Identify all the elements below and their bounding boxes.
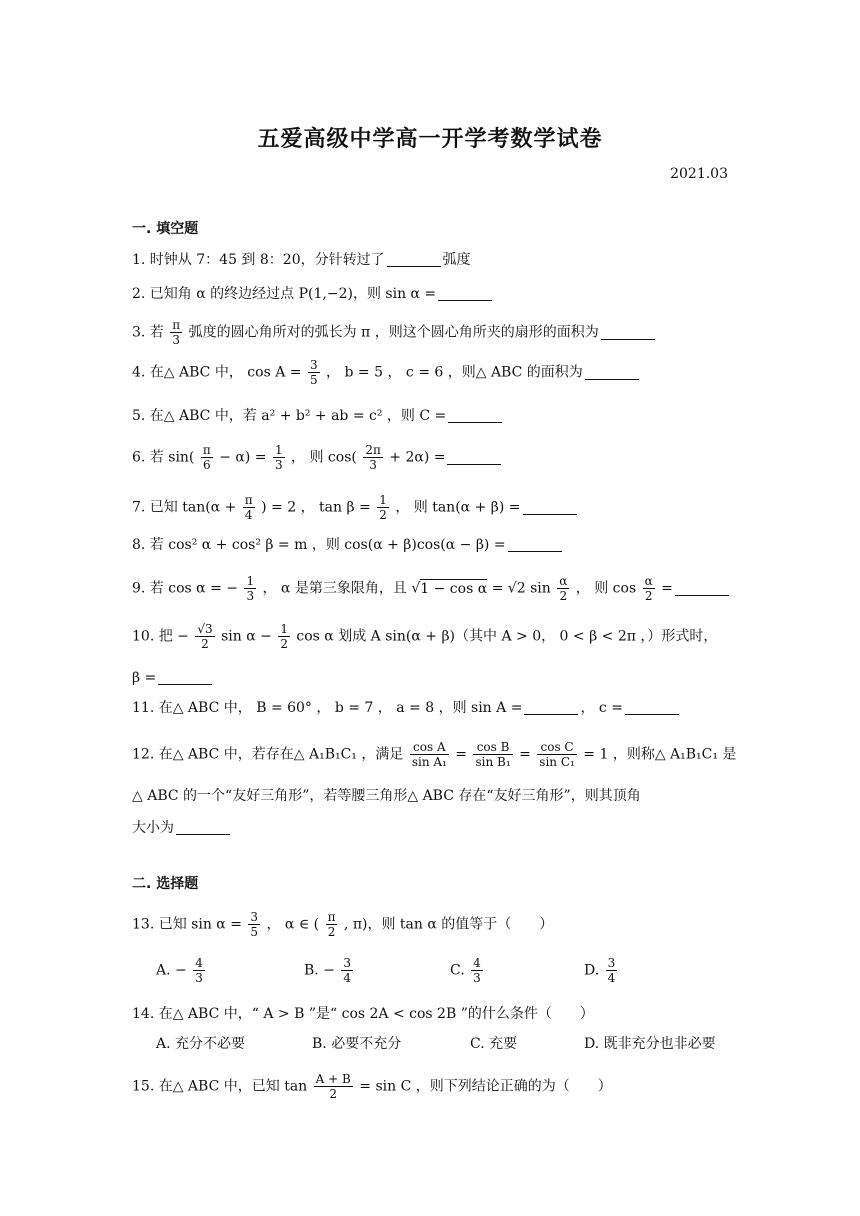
question-text: − α) = <box>219 449 267 466</box>
answer-blank <box>508 537 562 552</box>
fraction: $\frac{\text{cos B}}{\text{sin B₁}}$ <box>475 740 511 769</box>
question-text: 10. 把 − <box>132 628 189 645</box>
option-d[interactable]: D. 既非充分也非必要 <box>584 1036 716 1052</box>
question-text: 8. 若 cos² α + cos² β = m ，则 cos(α + β)cos(α − β) = <box>132 537 506 553</box>
question-5 <box>132 406 504 426</box>
question-text: 9. 若 cos α = − <box>132 580 238 597</box>
question-text: = sin C ，则下列结论正确的为（ ） <box>359 1078 612 1095</box>
question-text: 2. 已知角 α 的终边经过点 P(1,−2)，则 sin α = <box>132 286 437 302</box>
answer-blank <box>158 670 212 685</box>
option-d[interactable]: D. $\frac{3}{4}$ <box>584 956 616 985</box>
question-11 <box>132 698 681 718</box>
question-text: = √2 sin <box>491 580 551 597</box>
question-text: ， α ∈ ( <box>266 916 320 933</box>
answer-blank <box>448 408 502 423</box>
option-b[interactable]: B. 必要不充分 <box>312 1036 402 1052</box>
question-text: ， α 是第三象限角，且 <box>262 580 407 597</box>
question-text: = <box>519 746 531 763</box>
section-multiple-choice: 二. 选择题 <box>132 876 199 892</box>
question-text: ， 则 tan(α + β) = <box>395 499 521 516</box>
answer-blank <box>601 325 655 340</box>
exam-date: 2021.03 <box>670 166 728 182</box>
fraction: $\frac{\text{cos A}}{\text{sin A₁}}$ <box>411 740 447 769</box>
answer-blank <box>438 286 492 301</box>
fraction: $\frac{\pi}{3}$ <box>172 318 181 347</box>
fraction: $\frac{3}{5}$ <box>250 910 259 939</box>
question-text: 11. 在△ ABC 中， B = 60° ， b = 7 ， a = 8 ，则 sin A = <box>132 700 523 716</box>
question-text: 1. 时钟从 7：45 到 8：20，分针转过了 <box>132 252 385 268</box>
question-text: 12. 在△ ABC 中，若存在△ A₁B₁C₁ ，满足 <box>132 746 404 763</box>
question-4 <box>132 358 641 387</box>
question-10 <box>132 622 717 651</box>
option-b[interactable]: B. − $\frac{3}{4}$ <box>304 956 352 985</box>
question-text: ， 则 cos( <box>291 449 357 466</box>
answer-blank <box>447 450 501 465</box>
fraction: $\frac{\pi}{4}$ <box>244 493 253 522</box>
question-6 <box>132 443 503 472</box>
exam-title: 五爱高级中学高一开学考数学试卷 <box>257 127 603 152</box>
answer-blank <box>176 820 230 835</box>
sqrt-sign: √ <box>411 580 421 597</box>
question-text: 4. 在△ ABC 中， cos A = <box>132 364 302 381</box>
sqrt-radicand: 1 − cos α <box>420 580 488 597</box>
question-text: 弧度的圆心角所对的弧长为 π ，则这个圆心角所夹的扇形的面积为 <box>188 324 599 341</box>
question-text: 13. 已知 sin α = <box>132 916 242 933</box>
question-3 <box>132 318 657 347</box>
option-a[interactable]: A. − $\frac{4}{3}$ <box>156 956 203 985</box>
answer-blank <box>625 700 679 715</box>
answer-blank <box>675 581 729 596</box>
question-text: = <box>455 746 468 763</box>
question-12-line-3 <box>132 818 232 838</box>
fraction: $\frac{\alpha}{2}$ <box>559 574 568 603</box>
question-10-line-2 <box>132 668 214 688</box>
option-a[interactable]: A. 充分不必要 <box>156 1036 246 1052</box>
question-text: 大小为 <box>132 820 174 836</box>
fraction: $\frac{3}{5}$ <box>309 358 318 387</box>
fraction: $\frac{√3}{2}$ <box>197 622 213 651</box>
fraction: $\frac{\alpha}{2}$ <box>644 574 653 603</box>
question-14: 14. 在△ ABC 中，“ A > B ”是“ cos 2A < cos 2B ”的什么条件（ ） <box>132 1006 594 1022</box>
question-text: ， 则 cos <box>575 580 637 597</box>
fraction: $\frac{\pi}{2}$ <box>327 910 336 939</box>
answer-blank <box>523 500 577 515</box>
fraction: $\frac{\pi}{6}$ <box>202 443 211 472</box>
question-text: 7. 已知 tan(α + <box>132 499 237 516</box>
fraction: $\frac{1}{3}$ <box>246 574 255 603</box>
fraction: $\frac{A + B}{2}$ <box>315 1072 351 1101</box>
option-c[interactable]: C. 充要 <box>470 1036 518 1052</box>
question-text: 5. 在△ ABC 中，若 a² + b² + ab = c² ，则 C = <box>132 408 447 424</box>
question-text: cos α 划成 A sin(α + β)（其中 A > 0， 0 < β < 2π ，）形式时， <box>296 628 718 645</box>
option-c[interactable]: C. $\frac{4}{3}$ <box>450 956 481 985</box>
answer-blank <box>524 700 578 715</box>
answer-blank <box>585 365 639 380</box>
question-text: ， c = <box>580 700 623 716</box>
question-text: 弧度 <box>442 252 471 268</box>
section-fill-in: 一. 填空题 <box>132 221 199 237</box>
question-12 <box>132 740 736 769</box>
fraction: $\frac{2\pi}{3}$ <box>365 443 381 472</box>
question-text: = <box>661 580 673 597</box>
question-2 <box>132 284 494 304</box>
question-7 <box>132 493 579 522</box>
question-9 <box>132 574 731 603</box>
question-text: 3. 若 <box>132 324 164 341</box>
fraction: $\frac{1}{2}$ <box>379 493 387 522</box>
question-text: sin α − <box>221 628 272 645</box>
question-text: + 2α) = <box>389 449 446 466</box>
question-text: β = <box>132 670 157 686</box>
question-text: 6. 若 sin( <box>132 449 195 466</box>
question-text: = 1 ，则称△ A₁B₁C₁ 是 <box>583 746 737 763</box>
question-1 <box>132 250 471 270</box>
fraction: $\frac{1}{3}$ <box>274 443 283 472</box>
question-12-line-2: △ ABC 的一个“友好三角形”，若等腰三角形△ ABC 存在“友好三角形”，则其顶角 <box>132 788 641 804</box>
question-text: ， b = 5 ， c = 6 ，则△ ABC 的面积为 <box>326 364 583 381</box>
question-15 <box>132 1072 612 1101</box>
question-13 <box>132 910 553 939</box>
fraction: $\frac{\text{cos C}}{\text{sin C₁}}$ <box>539 740 575 769</box>
answer-blank <box>387 252 441 267</box>
fraction: $\frac{1}{2}$ <box>280 622 288 651</box>
question-text: , π)，则 tan α 的值等于（ ） <box>343 916 554 933</box>
question-text: 15. 在△ ABC 中，已知 tan <box>132 1078 308 1095</box>
question-text: ) = 2 ， tan β = <box>261 499 371 516</box>
question-8 <box>132 535 564 555</box>
